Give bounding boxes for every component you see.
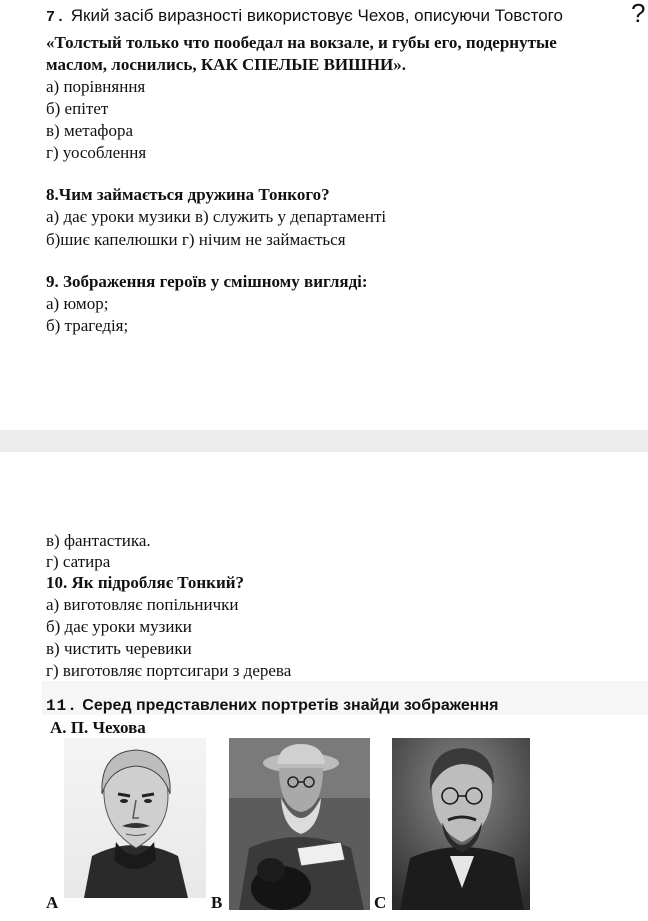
portrait-a[interactable] xyxy=(64,738,206,898)
question-11-title xyxy=(46,697,498,715)
question-9-title: 9. Зображення героїв у смішному вигляді: xyxy=(46,272,368,291)
portrait-b-drawing xyxy=(229,738,370,910)
question-10-option-b: б) дає уроки музики xyxy=(46,617,192,636)
question-8-title: 8.Чим займається дружина Тонкого? xyxy=(46,185,330,204)
question-7-mark: ? xyxy=(631,0,646,28)
question-7-option-a: а) порівняння xyxy=(46,77,146,96)
portrait-c[interactable] xyxy=(392,738,530,910)
page-break xyxy=(0,430,648,452)
question-8-options-line-2: б)шиє капелюшки г) нічим не займається xyxy=(46,230,346,249)
question-9-option-a: а) юмор; xyxy=(46,294,109,313)
question-7-title xyxy=(46,0,646,28)
question-7-option-d: г) уособлення xyxy=(46,143,147,162)
question-7-number: 7. xyxy=(46,9,67,26)
question-7-quote-line-1: «Толстый только что пообедал на вокзале, и губы его, подернутые xyxy=(46,33,557,52)
question-11-subject: А. П. Чехова xyxy=(50,718,146,737)
portrait-b[interactable] xyxy=(229,738,370,910)
question-7-text: Який засіб виразності використовує Чехов, описуючи Товстого xyxy=(70,6,563,25)
question-10-option-d: г) виготовляє портсигари з дерева xyxy=(46,661,292,680)
portrait-c-label: C xyxy=(374,893,387,912)
question-10-option-c: в) чистить черевики xyxy=(46,639,192,658)
portrait-c-drawing xyxy=(392,738,530,910)
portrait-a-label: A xyxy=(46,893,59,912)
question-10-title: 10. Як підробляє Тонкий? xyxy=(46,573,245,592)
question-9-option-b: б) трагедія; xyxy=(46,316,129,335)
portrait-b-label: B xyxy=(211,893,223,912)
question-9-option-c: в) фантастика. xyxy=(46,531,151,550)
portrait-a-drawing xyxy=(64,738,206,898)
question-9-option-d: г) сатира xyxy=(46,552,111,571)
question-7-quote-line-2: маслом, лоснились, КАК СПЕЛЫЕ ВИШНИ». xyxy=(46,55,407,74)
question-11-text: Серед представлених портретів знайди зображення xyxy=(82,697,499,714)
question-11-number: 11. xyxy=(46,697,78,715)
question-8-options-line-1: а) дає уроки музики в) служить у департаменті xyxy=(46,207,387,226)
question-7-option-b: б) епітет xyxy=(46,99,109,118)
question-10-option-a: а) виготовляє попільнички xyxy=(46,595,239,614)
question-7-option-c: в) метафора xyxy=(46,121,133,140)
